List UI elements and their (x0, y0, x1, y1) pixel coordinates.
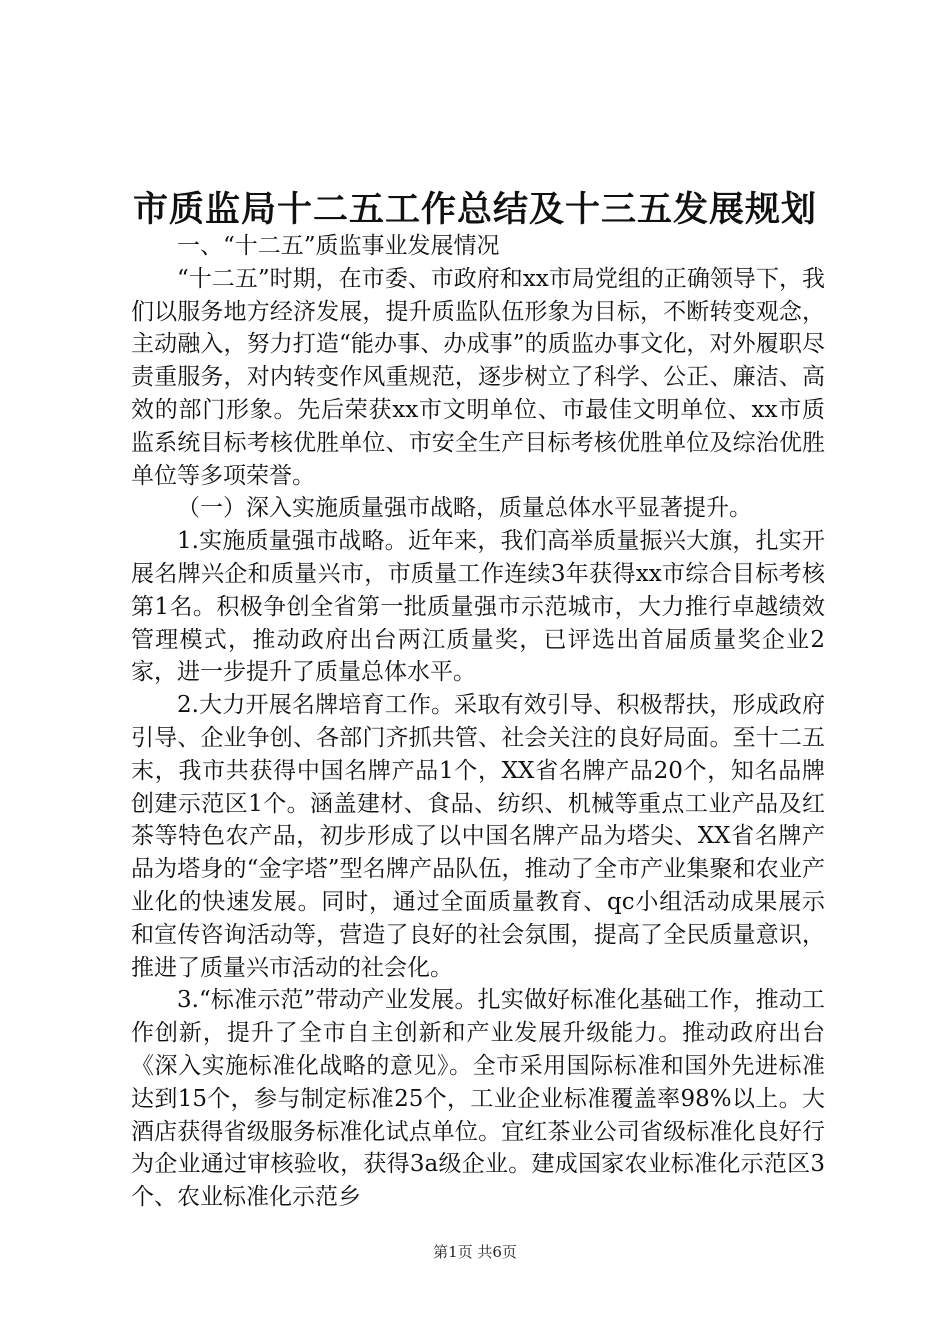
body-paragraph: 3.“标准示范”带动产业发展。扎实做好标准化基础工作，推动工作创新，提升了全市自主创新和产业发展升级能力。推动政府出台《深入实施标准化战略的意见》。全市采用国际标准和国外先进标准达到15个，参与制定标准25个，工业企业标准覆盖率98%以上。大酒店获得省级服务标准化试点单位。宜红茶业公司省级标准化良好行为企业通过审核验收，获得3a级企业。建成国家农业标准化示范区3个、农业标准化示范乡 (131, 987, 825, 1211)
body-paragraph: 2.大力开展名牌培育工作。采取有效引导、积极帮扶，形成政府引导、企业争创、各部门齐抓共管、社会关注的良好局面。至十二五末，我市共获得中国名牌产品1个，XX省名牌产品20个，知名品牌创建示范区1个。涵盖建材、食品、纺织、机械等重点工业产品及红茶等特色农产品，初步形成了以中国名牌产品为塔尖、XX省名牌产品为塔身的“金字塔”型名牌产品队伍，推动了全市产业集聚和农业产业化的快速发展。同时，通过全面质量教育、qc小组活动成果展示和宣传咨询活动等，营造了良好的社会氛围，提高了全民质量意识，推进了质量兴市活动的社会化。 (131, 692, 825, 981)
body-paragraph: “十二五”时期，在市委、市政府和xx市局党组的正确领导下，我们以服务地方经济发展，提升质监队伍形象为目标，不断转变观念，主动融入，努力打造“能办事、办成事”的质监办事文化，对外履职尽责重服务，对内转变作风重规范，逐步树立了科学、公正、廉洁、高效的部门形象。先后荣获xx市文明单位、市最佳文明单位、xx市质监系统目标考核优胜单位、市安全生产目标考核优胜单位及综治优胜单位等多项荣誉。 (131, 265, 825, 489)
page-number-footer: 第1页 共6页 (433, 1243, 517, 1261)
section-heading: 一、“十二五”质监事业发展情况 (177, 233, 500, 259)
body-paragraph: 1.实施质量强市战略。近年来，我们高举质量振兴大旗，扎实开展名牌兴企和质量兴市，市质量工作连续3年获得xx市综合目标考核第1名。积极争创全省第一批质量强市示范城市，大力推行卓越绩效管理模式，推动政府出台两江质量奖，已评选出首届质量奖企业2家，进一步提升了质量总体水平。 (131, 528, 825, 686)
subsection-heading: （一）深入实施质量强市战略，质量总体水平显著提升。 (177, 495, 752, 522)
document-body (131, 230, 825, 1214)
page-title: 市质监局十二五工作总结及十三五发展规划 (132, 190, 817, 230)
